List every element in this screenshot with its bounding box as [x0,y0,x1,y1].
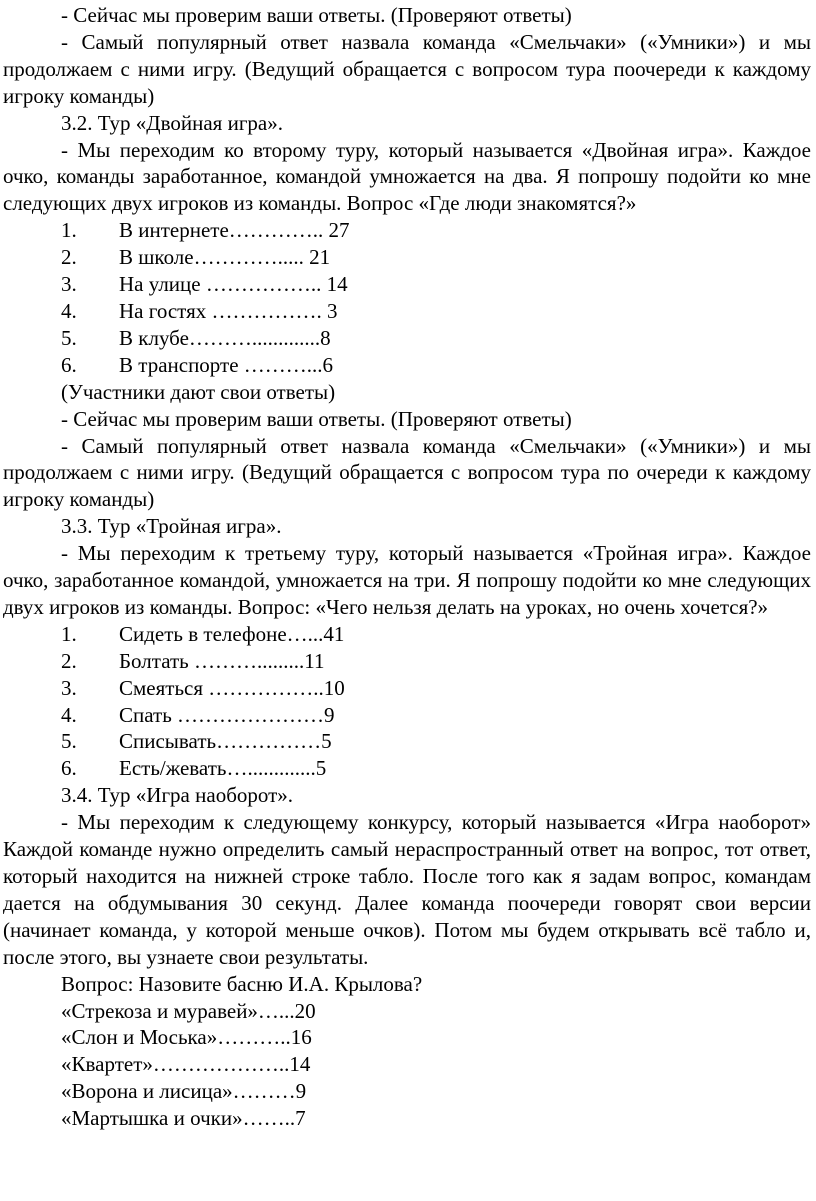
list-item-number: 2. [61,245,77,270]
list-item-number: 6. [61,756,77,781]
list-item-text: В школе…………..... 21 [119,245,331,270]
list-item [3,621,811,648]
answers-list-forbidden-in-class [3,621,811,782]
section-heading-double-game: 3.2. Тур «Двойная игра». [61,110,284,135]
list-item-number: 6. [61,352,77,377]
remark-participants-answer: (Участники дают свои ответы) [61,379,336,404]
list-item [3,702,811,729]
list-item-text: В транспорте ………...6 [119,352,334,377]
reverse-game-intro: - Мы переходим к следующему конкурсу, который называется «Игра наоборот» Каждой команде нужно определить самый нераспространный ответ на вопрос, тот ответ, который находится на нижней строке табло. После того как я задам вопрос, командам дается на обдумывания 30 секунд. Далее команда поочереди говорят свои версии (начинает команда, у которой меньше очков). Потом мы будем открывать всё табло и, после этого, вы узнаете свои результаты. [3,810,811,969]
list-item-number: 1. [61,621,77,646]
list-item-number: 3. [61,272,77,297]
list-item-text: Спать …………………9 [119,702,335,727]
list-item [3,675,811,702]
list-item-text: В интернете………….. 27 [119,218,350,243]
section-heading-triple-game: 3.3. Тур «Тройная игра». [61,514,282,539]
list-item [3,244,811,271]
list-item-number: 4. [61,702,77,727]
list-item-text: На улице …………….. 14 [119,272,348,297]
answer-line: «Ворона и лисица»………9 [61,1079,307,1104]
list-item-number: 4. [61,298,77,323]
triple-game-intro: - Мы переходим к третьему туру, который называется «Тройная игра». Каждое очко, заработанное командой, умножается на три. Я попрошу подойти ко мне следующих двух игроков из команды. Вопрос: «Чего нельзя делать на уроках, но очень хочется?» [3,541,811,619]
remark-popular-answer: - Самый популярный ответ назвала команда «Смельчаки» («Умники») и мы продолжаем с ними игру. (Ведущий обращается с вопросом тура по очереди к каждому игроку команды) [3,433,811,512]
answers-list-where-people-meet [3,217,811,378]
list-item-number: 5. [61,729,77,754]
list-item-number: 1. [61,218,77,243]
list-item [3,755,811,782]
answer-line: «Квартет»………………..14 [61,1052,311,1077]
list-item-number: 3. [61,675,77,700]
list-item-text: Списывать……………5 [119,729,332,754]
list-item [3,648,811,675]
list-item [3,728,811,755]
answer-line: «Слон и Моська»………..16 [61,1025,312,1050]
answer-line: «Мартышка и очки»……..7 [61,1106,306,1131]
list-item [3,271,811,298]
remark-check-answers: - Сейчас мы проверим ваши ответы. (Проверяют ответы) [61,406,572,431]
double-game-intro: - Мы переходим ко второму туру, который называется «Двойная игра». Каждое очко, команды заработанное, командой умножается на два. Я попрошу подойти ко мне следующих двух игроков из команды. Вопрос «Где люди знакомятся?» [3,137,811,216]
remark-popular-answer: - Самый популярный ответ назвала команда «Смельчаки» («Умники») и мы продолжаем с ними игру. (Ведущий обращается с вопросом тура поочереди к каждому игроку команды) [3,29,811,108]
list-item-number: 2. [61,648,77,673]
list-item [3,298,811,325]
remark-check-answers: - Сейчас мы проверим ваши ответы. (Проверяют ответы) [61,3,572,27]
list-item [3,352,811,379]
section-heading-reverse-game: 3.4. Тур «Игра наоборот». [61,783,294,808]
list-item [3,217,811,244]
list-item-text: Сидеть в телефоне…...41 [119,621,345,646]
list-item-text: Смеяться ……………..10 [119,675,345,700]
list-item-number: 5. [61,325,77,350]
list-item-text: На гостях ……………. 3 [119,298,338,323]
list-item-text: Есть/жевать….............5 [119,756,327,781]
list-item-text: Болтать ……….........11 [119,648,325,673]
list-item-text: В клубе……….............8 [119,325,331,350]
list-item [3,325,811,352]
question-krylov-fable: Вопрос: Назовите басню И.А. Крылова? [61,971,423,996]
answer-line: «Стрекоза и муравей»…...20 [61,998,316,1023]
